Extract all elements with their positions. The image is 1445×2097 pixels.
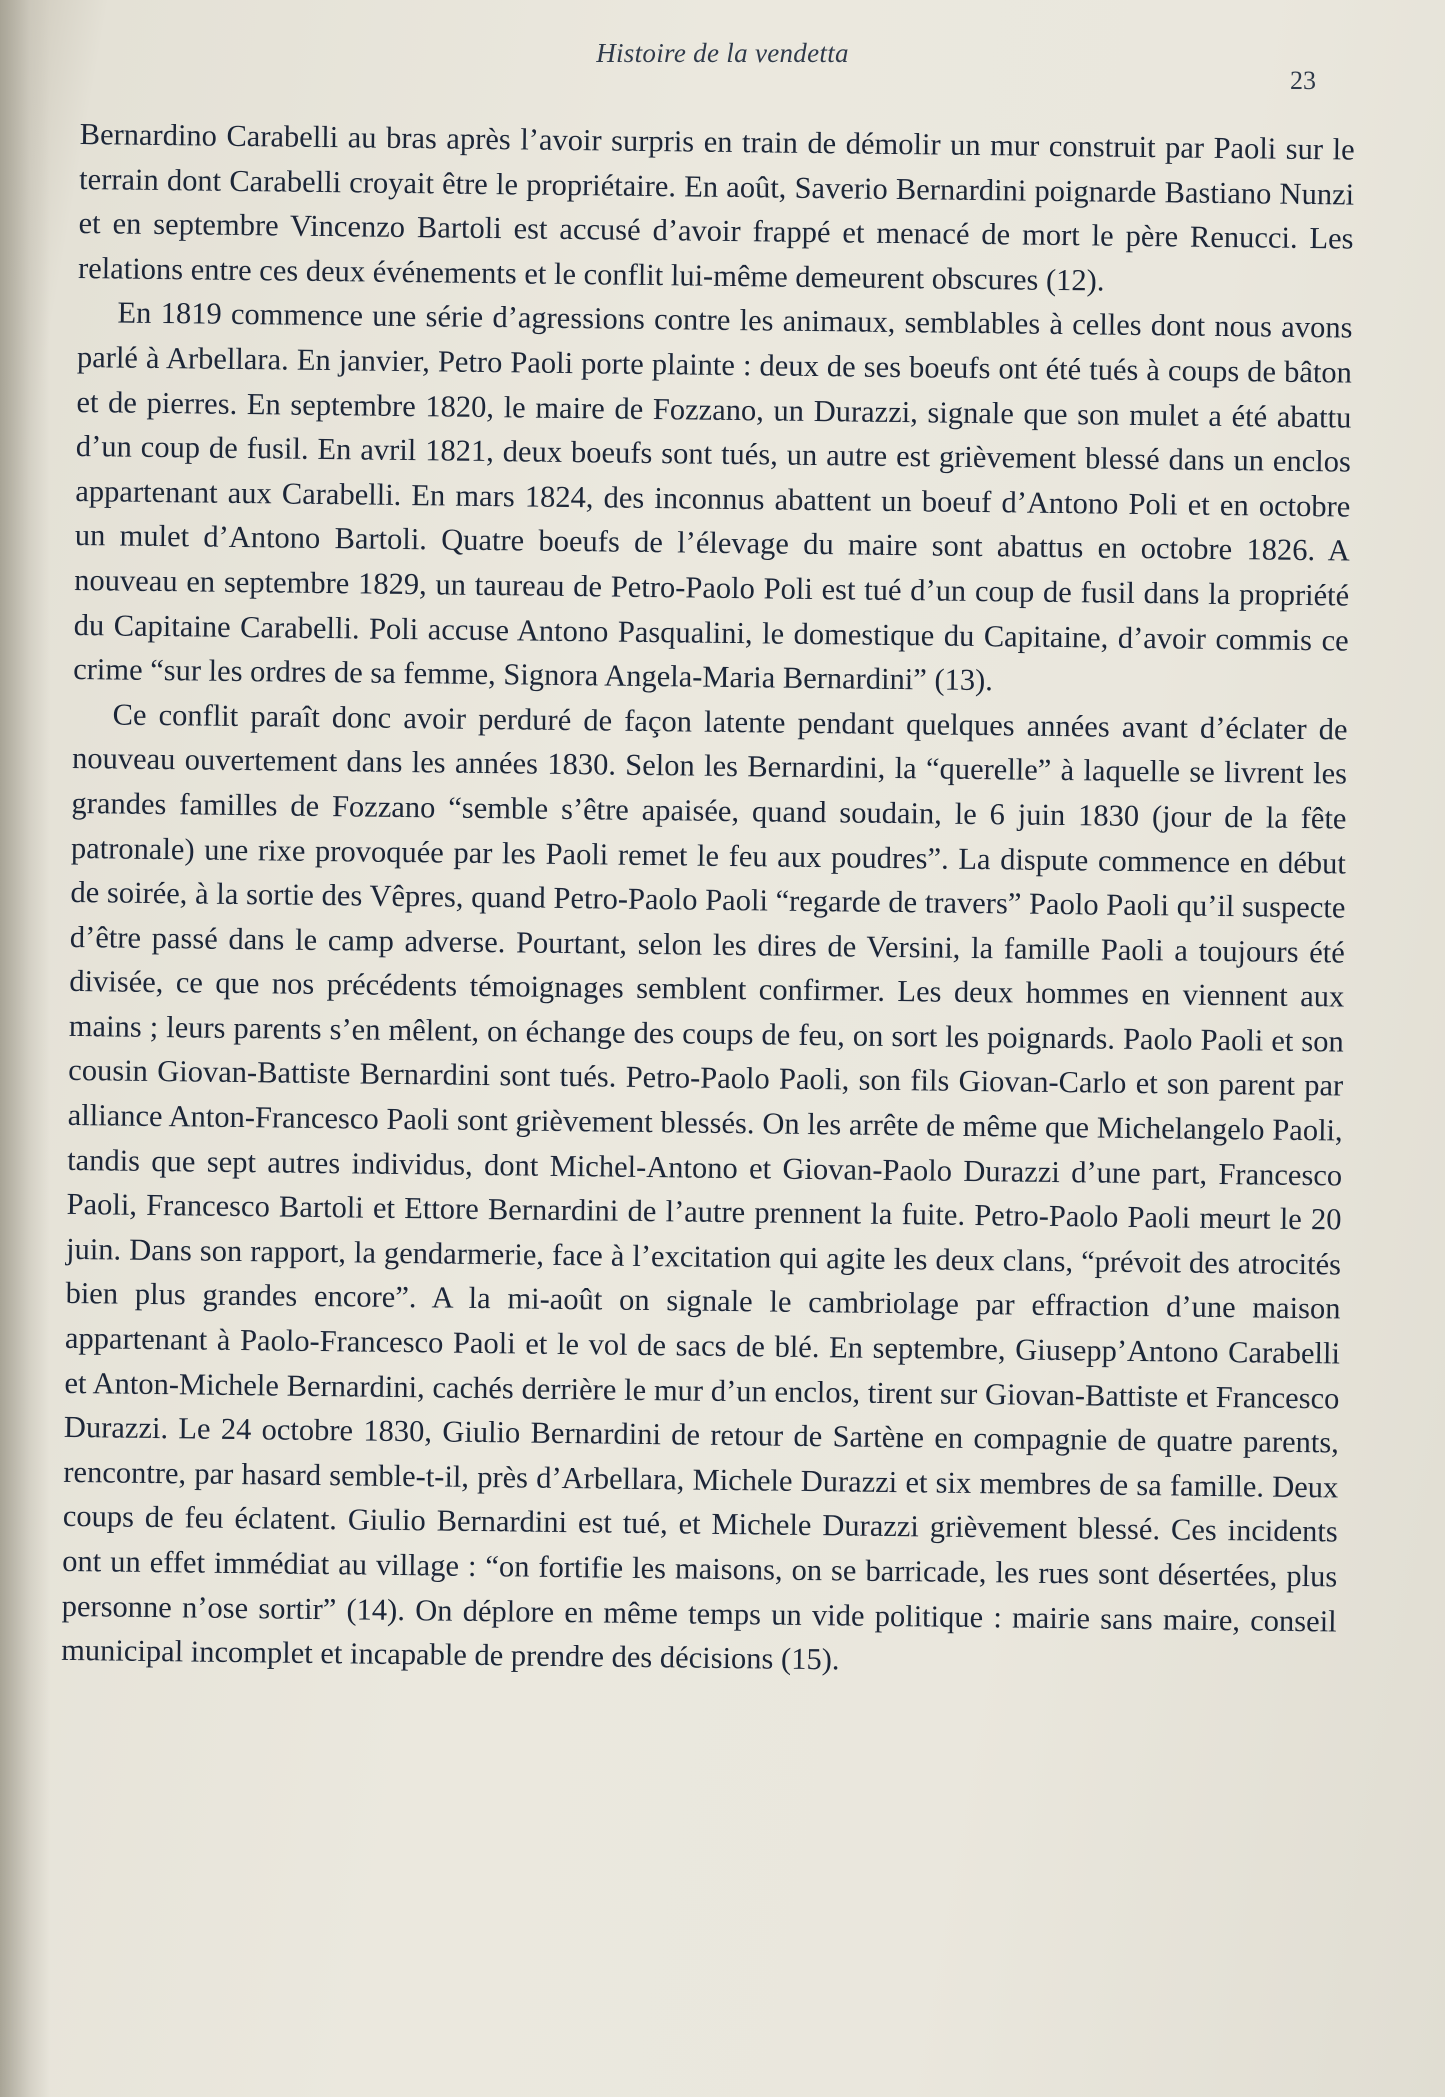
paragraph-2: En 1819 commence une série d’agressions contre les animaux, semblables à celles dont nous avons parlé à Arbellara. En janvier, Petro Paoli porte plainte : deux de ses boeufs ont été tués à coups de bâton et de pierres. En septembre 1820, le maire de Fozzano, un Durazzi, signale que son mulet a été abattu d’un coup de fusil. En avril 1821, deux boeufs sont tués, un autre est grièvement blessé dans un enclos appartenant aux Carabelli. En mars 1824, des inconnus abattent un boeuf d’Antono Poli et en octobre un mulet d’Antono Bartoli. Quatre boeufs de l’élevage du maire sont abattus en octobre 1826. A nouveau en septembre 1829, un taureau de Petro-Paolo Poli est tué d’un coup de fusil dans la propriété du Capitaine Carabelli. Poli accuse Antono Pasqualini, le domestique du Capitaine, d’avoir commis ce crime “sur les ordres de sa femme, Signora Angela-Maria Bernardini” (13). [72,295,1353,698]
running-title: Histoire de la vendetta [596,38,849,68]
paragraph-3: Ce conflit paraît donc avoir perduré de façon latente pendant quelques années avant d’éclater de nouveau ouvertement dans les années 1830. Selon les Bernardini, la “querelle” à laquelle se livrent les grandes familles de Fozzano “semble s’être apaisée, quand soudain, le 6 juin 1830 (jour de la fête patronale) une rixe provoquée par les Paoli remet le feu aux poudres”. La dispute commence en début de soirée, à la sortie des Vêpres, quand Petro-Paolo Paoli “regarde de travers” Paolo Paoli qu’il suspecte d’être passé dans le camp adverse. Pourtant, selon les dires de Versini, la famille Paoli a toujours été divisée, ce que nos précédents témoignages semblent confirmer. Les deux hommes en viennent aux mains ; leurs parents s’en mêlent, on échange des coups de feu, on sort les poignards. Paolo Paoli et son cousin Giovan-Battiste Bernardini sont tués. Petro-Paolo Paoli, son fils Giovan-Carlo et son parent par alliance Anton-Francesco Paoli sont grièvement blessés. On les arrête de même que Michelangelo Paoli, tandis que sept autres individus, dont Michel-Antono et Giovan-Paolo Durazzi d’une part, Francesco Paoli, Francesco Bartoli et Ettore Bernardini de l’autre prennent la fuite. Petro-Paolo Paoli meurt le 20 juin. Dans son rapport, la gendarmerie, face à l’excitation qui agite les deux clans, “prévoit des atrocités bien plus grandes encore”. A la mi-août on signale le cambriolage par effraction d’une maison appartenant à Paolo-Francesco Paoli et le vol de sacs de blé. En septembre, Giusepp’Antono Carabelli et Anton-Michele Bernardini, cachés derrière le mur d’un enclos, tirent sur Giovan-Battiste et Francesco Durazzi. Le 24 octobre 1830, Giulio Bernardini de retour de Sartène en compagnie de quatre parents, rencontre, par hasard semble-t-il, près d’Arbellara, Michele Durazzi et six membres de sa famille. Deux coups de feu éclatent. Giulio Bernardini est tué, et Michele Durazzi grièvement blessé. Ces incidents ont un effet immédiat au village : “on fortifie les maisons, on se barricade, les rues sont désertées, plus personne n’ose sortir” (14). On déplore en même temps un vide politique : mairie sans maire, conseil municipal incomplet et incapable de prendre des décisions (15). [61,697,1348,1677]
binding-shadow [0,0,50,2097]
page-number: 23 [1290,66,1316,95]
paragraph-1: Bernardino Carabelli au bras après l’avoir surpris en train de démolir un mur construit par Paoli sur le terrain dont Carabelli croyait être le propriétaire. En août, Saverio Bernardini poignarde Bastiano Nunzi et en septembre Vincenzo Bartoli est accusé d’avoir frappé et menacé de mort le père Renucci. Les relations entre ces deux événements et le conflit lui-même demeurent obscures (12). [77,116,1355,298]
body-text [61,112,1355,1688]
